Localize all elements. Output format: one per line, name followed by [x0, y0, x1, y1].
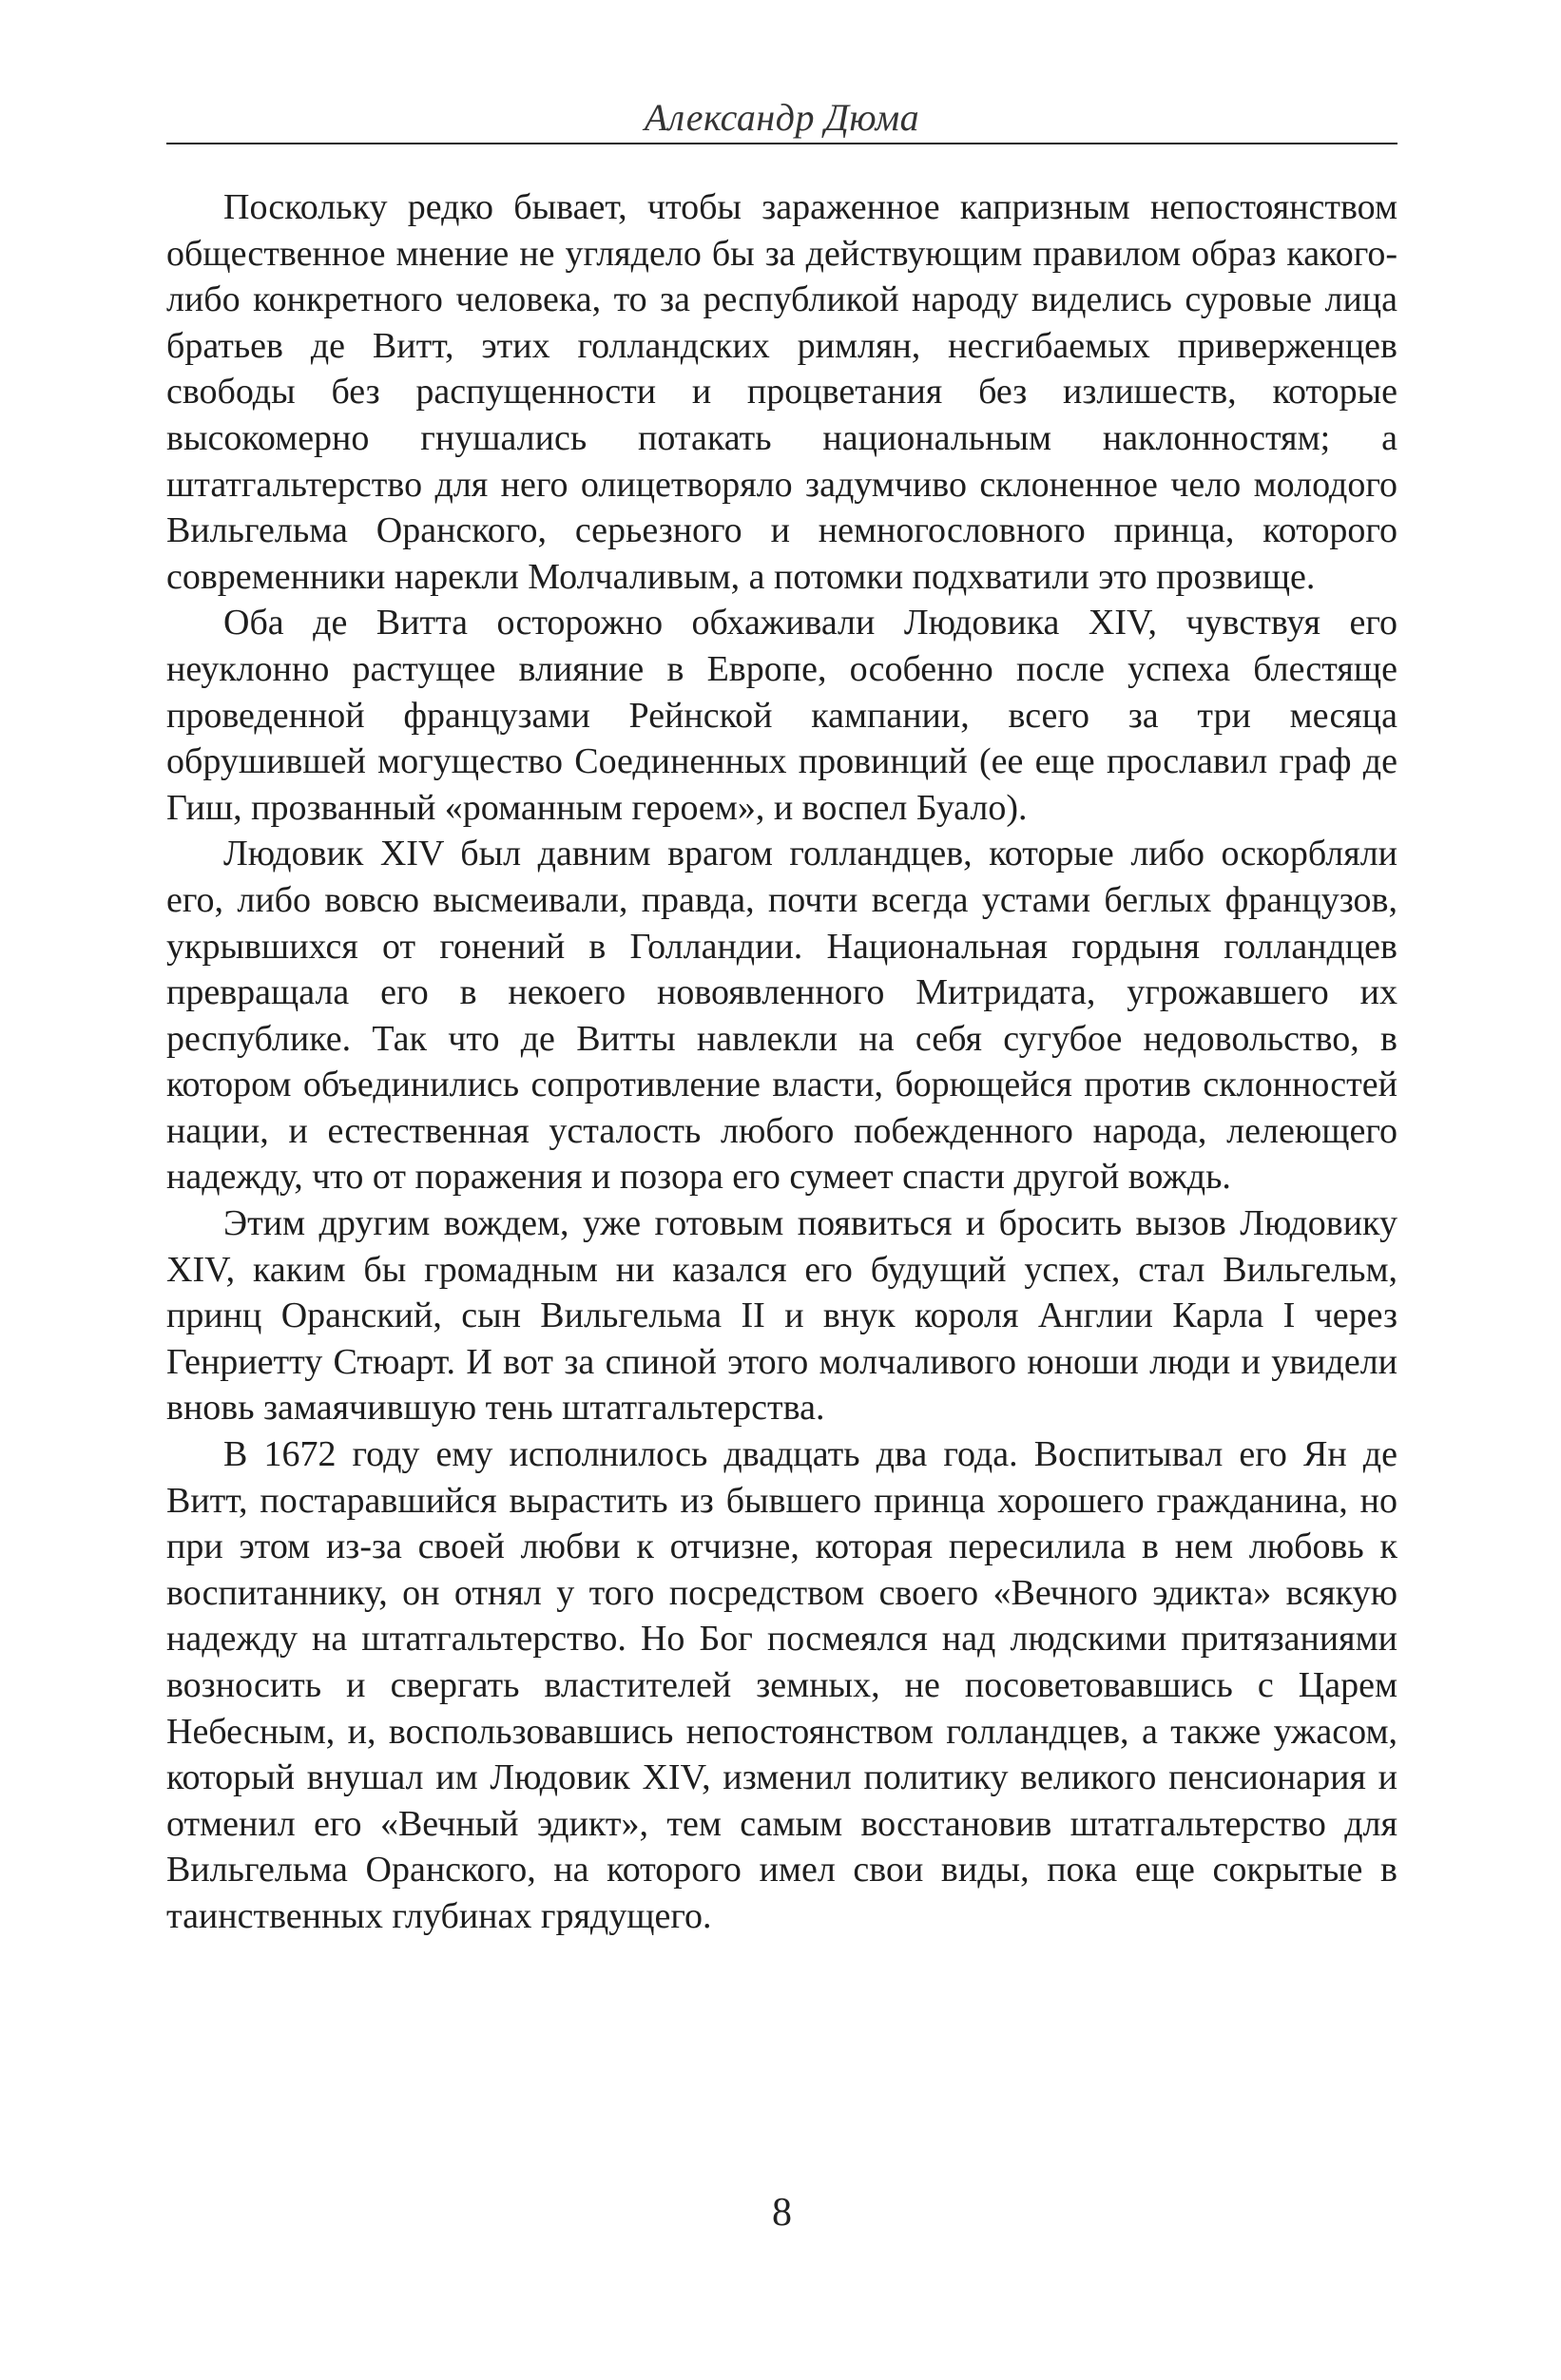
paragraph: Этим другим вождем, уже готовым появиться и бросить вызов Людовику XIV, каким бы громадным ни казался его будущий успех, стал Вильгельм, принц Оранский, сын Вильгельма II и внук короля Англии Карла I через Генриетту Стюарт. И вот за спиной этого молчаливого юноши люди и увидели вновь замаячившую тень штатгальтерства. [166, 1203, 1397, 1429]
paragraph: В 1672 году ему исполнилось двадцать два года. Воспитывал его Ян де Витт, постаравшийся вырастить из бывшего принца хорошего гражданина, но при этом из-за своей любви к отчизне, которая пересилила в нем любовь к воспитаннику, он отнял у того посредством своего «Вечного эдикта» всякую надежду на штатгальтерство. Но Бог посмеялся над людскими притязаниями возносить и свергать властителей земных, не посоветовавшись с Царем Небесным, и, воспользовавшись непостоянством голландцев, а также ужасом, который внушал им Людовик XIV, изменил политику великого пенсионария и отменил его «Вечный эдикт», тем самым восстановив штатгальтерство для Вильгельма Оранского, на которого имел свои виды, пока еще сокрытые в таинственных глубинах грядущего. [166, 1434, 1397, 1936]
paragraph: Оба де Витта осторожно обхаживали Людовика XIV, чувствуя его неуклонно растущее влияние в Европе, особенно после успеха блестяще проведенной французами Рейнской кампании, всего за три месяца обрушившей могущество Соединенных провинций (ее еще прославил граф де Гиш, прозванный «романным героем», и воспел Буало). [166, 603, 1397, 828]
paragraph: Поскольку редко бывает, чтобы зараженное капризным непостоянством общественное мнение не углядело бы за действующим правилом образ какого-либо конкретного человека, то за республикой народу виделись суровые лица братьев де Витт, этих голландских римлян, несгибаемых приверженцев свободы без распущенности и процветания без излишеств, которые высокомерно гнушались потакать национальным наклонностям; а штатгальтерство для него олицетворяло задумчиво склоненное чело молодого Вильгельма Оранского, серьезного и немногословного принца, которого современники нарекли Молчаливым, а потомки подхватили это прозвище. [166, 187, 1397, 597]
page-number: 8 [772, 2191, 792, 2235]
body-text [166, 184, 1397, 1940]
header-rule [166, 143, 1397, 144]
running-head: Александр Дюма [644, 96, 920, 139]
paragraph: Людовик XIV был давним врагом голландцев, которые либо оскорбляли его, либо вовсю высмеивали, правда, почти всегда устами беглых французов, укрывшихся от гонений в Голландии. Национальная гордыня голландцев превращала его в некоего новоявленного Митридата, угрожавшего их республике. Так что де Витты навлекли на себя сугубое недовольство, в котором объединились сопротивление власти, борющейся против склонностей нации, и естественная усталость любого побежденного народа, лелеющего надежду, что от поражения и позора его сумеет спасти другой вождь. [166, 834, 1397, 1198]
